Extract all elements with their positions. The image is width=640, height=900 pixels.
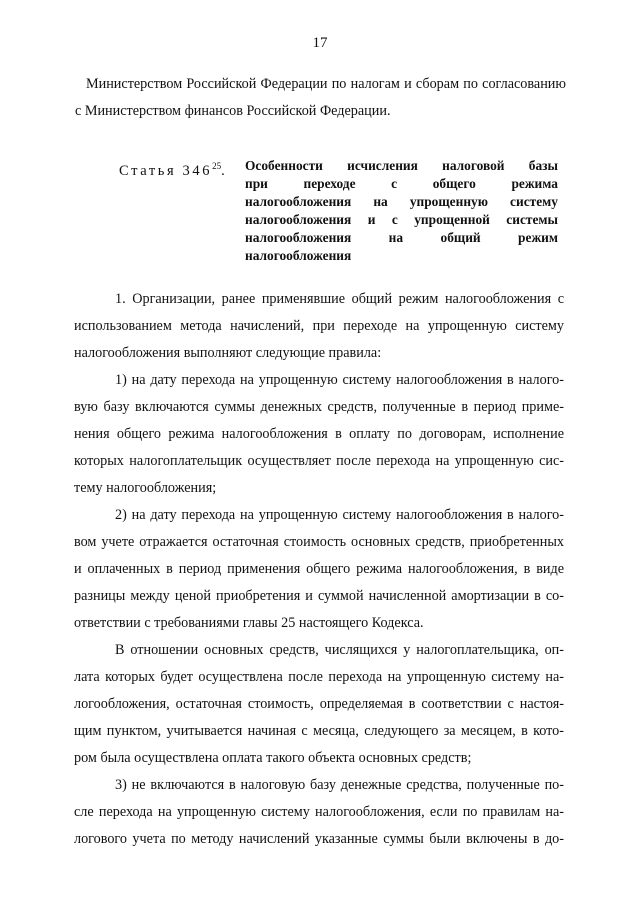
body-line: ром была осуществлена оплата такого объекта основных средств; xyxy=(74,750,472,766)
article-title-line: налогообложения на общий режим xyxy=(245,230,558,245)
body-line: лата которых будет осуществлена после перехода на упрощенную систему на- xyxy=(74,669,564,685)
article-superscript: 25 xyxy=(212,161,222,171)
body-line: 2) на дату перехода на упрощенную систему налогообложения в налого- xyxy=(115,507,564,523)
article-title-line: налогообложения и с упрощенной системы xyxy=(245,212,558,227)
body-line: разницы между ценой приобретения и суммой начисленной амортизации в со- xyxy=(74,588,564,604)
body-line: которых налогоплательщик осуществляет после перехода на упрощенную сис- xyxy=(74,453,564,469)
article-title-line: Особенности исчисления налоговой базы xyxy=(245,158,558,173)
page-number: 17 xyxy=(312,35,328,51)
body-line: щим пунктом, учитывается начиная с месяца, следующего за месяцем, в кото- xyxy=(74,723,564,739)
body-line: нения общего режима налогообложения в оплату по договорам, исполнение xyxy=(74,426,564,442)
article-title-line: налогообложения xyxy=(245,248,352,263)
article-title-line: налогообложения на упрощенную систему xyxy=(245,194,558,209)
article-label xyxy=(119,157,227,180)
article-number: Статья 346 xyxy=(119,163,213,179)
intro-line: Министерством Российской Федерации по налогам и сборам по согласованию xyxy=(86,76,566,92)
body-line: 1) на дату перехода на упрощенную систему налогообложения в налого- xyxy=(115,372,564,388)
body-line: тему налогообложения; xyxy=(74,480,217,496)
body-line: 1. Организации, ранее применявшие общий режим налогообложения с xyxy=(115,291,564,307)
body-line: использованием метода начислений, при переходе на упрощенную систему xyxy=(74,318,564,334)
intro-line: с Министерством финансов Российской Федерации. xyxy=(75,103,391,119)
body-line: В отношении основных средств, числящихся у налогоплательщика, оп- xyxy=(115,642,564,658)
body-line: и оплаченных в период применения общего режима налогообложения, в виде xyxy=(74,561,564,577)
body-line: 3) не включаются в налоговую базу денежные средства, полученные по- xyxy=(115,777,564,793)
body-line: вом учете отражается остаточная стоимость основных средств, приобретенных xyxy=(74,534,564,550)
article-suffix: . xyxy=(221,163,228,179)
body-line: логообложения, остаточная стоимость, определяемая в соответствии с настоя- xyxy=(74,696,564,712)
body-line: логового учета по методу начислений указанные суммы были включены в до- xyxy=(74,831,564,847)
body-line: вую базу включаются суммы денежных средств, полученные в период приме- xyxy=(74,399,564,415)
article-title-line: при переходе с общего режима xyxy=(245,176,558,191)
body-line: налогообложения выполняют следующие правила: xyxy=(74,345,382,361)
body-line: сле перехода на упрощенную систему налогообложения, если по правилам на- xyxy=(74,804,564,820)
body-line: ответствии с требованиями главы 25 настоящего Кодекса. xyxy=(74,615,424,631)
